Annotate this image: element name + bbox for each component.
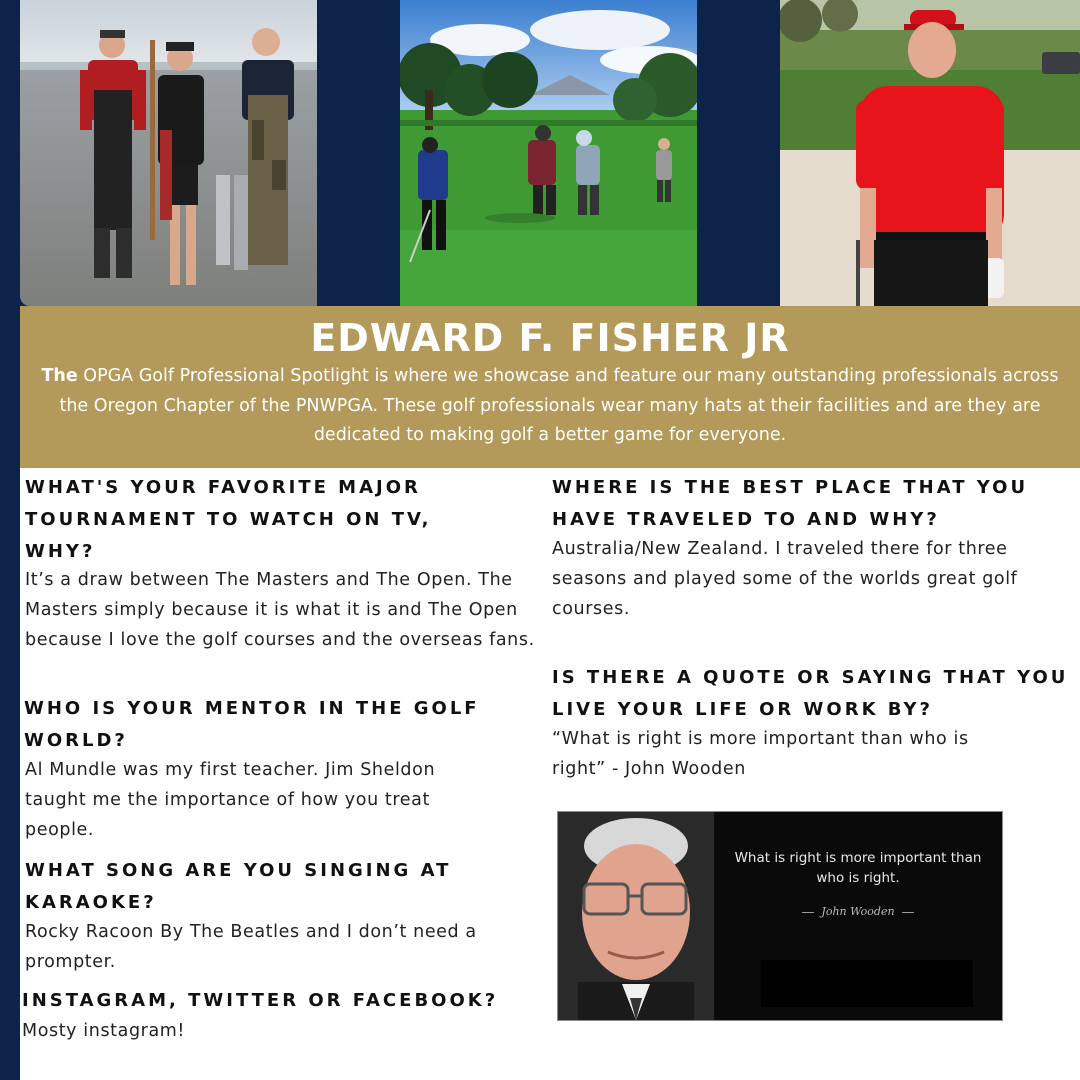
intro-text: OPGA Golf Professional Spotlight is where we showcase and feature our many outstanding professionals across the Oregon Chapter of the PNWPGA. These golf professionals wear many hats at their facilities and are they are dedicated to making golf a better game for everyone. xyxy=(59,366,1059,445)
question-social-media: INSTAGRAM, TWITTER OR FACEBOOK? xyxy=(22,990,499,1011)
redaction-box xyxy=(761,960,973,1007)
john-wooden-portrait xyxy=(558,812,714,1020)
left-navy-bar xyxy=(0,0,20,1080)
putting-green-photo xyxy=(400,0,697,306)
question-mentor: WHO IS YOUR MENTOR IN THE GOLF WORLD? xyxy=(24,698,480,751)
question-karaoke: WHAT SONG ARE YOU SINGING AT KARAOKE? xyxy=(25,860,452,913)
wooden-quote-author: John Wooden xyxy=(728,905,988,918)
answer-best-travel: Australia/New Zealand. I traveled there for three seasons and played some of the worlds great golf courses. xyxy=(552,539,1018,619)
answer-mentor: Al Mundle was my first teacher. Jim Sheldon taught me the importance of how you treat people. xyxy=(25,760,436,840)
question-life-quote: IS THERE A QUOTE OR SAYING THAT YOU LIVE YOUR LIFE OR WORK BY? xyxy=(552,667,1069,720)
title-banner xyxy=(20,306,1080,468)
john-wooden-quote-image xyxy=(557,811,1003,1021)
golfer-portrait-photo xyxy=(780,0,1080,306)
question-best-travel: WHERE IS THE BEST PLACE THAT YOU HAVE TRAVELED TO AND WHY? xyxy=(552,477,1029,530)
wooden-quote-text: What is right is more important than who is right. xyxy=(734,850,982,886)
beach-group-photo xyxy=(20,0,317,306)
intro-bold-word: The xyxy=(41,366,78,386)
answer-life-quote: “What is right is more important than who is right” - John Wooden xyxy=(552,729,969,779)
answer-social-media: Mosty instagram! xyxy=(22,1021,186,1041)
intro-paragraph xyxy=(35,362,1065,451)
answer-karaoke: Rocky Racoon By The Beatles and I don’t need a prompter. xyxy=(25,922,477,972)
page-title: EDWARD F. FISHER JR xyxy=(310,316,790,360)
question-favorite-major: WHAT'S YOUR FAVORITE MAJOR TOURNAMENT TO WATCH ON TV, WHY? xyxy=(25,477,432,562)
answer-favorite-major: It’s a draw between The Masters and The Open. The Masters simply because it is what it is and The Open because I love the golf courses and the overseas fans. xyxy=(25,570,535,650)
